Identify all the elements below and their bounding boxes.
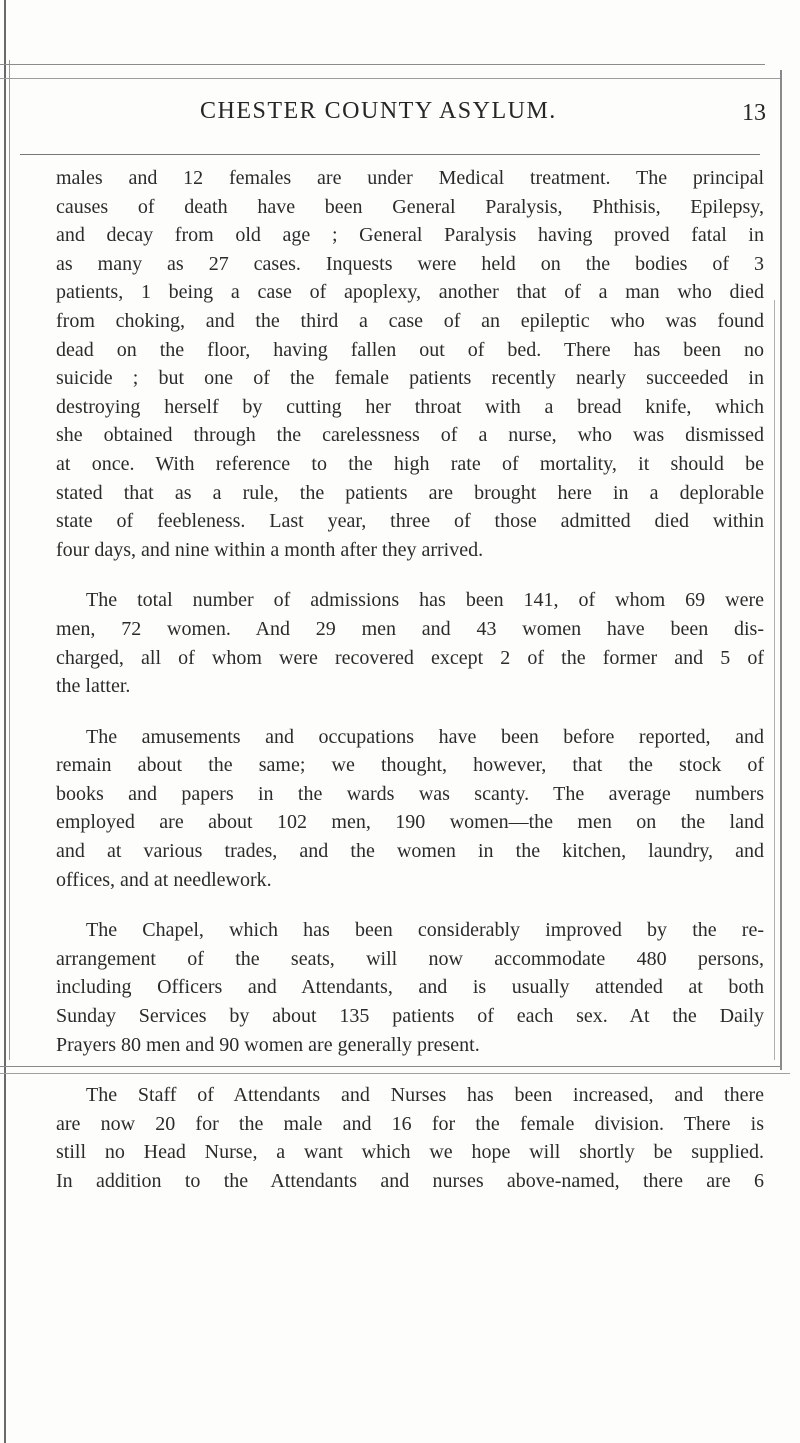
text-line: The total number of admissions has been 141, of whom 69 were	[86, 589, 764, 612]
text-line: patients, 1 being a case of apoplexy, another that of a man who died	[56, 281, 764, 304]
text-line: employed are about 102 men, 190 women—the men on the land	[56, 811, 764, 834]
text-line: from choking, and the third a case of an epileptic who was found	[56, 309, 764, 332]
text-line: still no Head Nurse, a want which we hope will shortly be supplied.	[56, 1141, 764, 1164]
text-line: including Officers and Attendants, and is usually attended at both	[56, 976, 764, 999]
text-line: as many as 27 cases. Inquests were held on the bodies of 3	[56, 252, 764, 275]
header-rule	[20, 154, 760, 155]
text-line: she obtained through the carelessness of a nurse, who was dismissed	[56, 424, 764, 447]
text-line: destroying herself by cutting her throat with a bread knife, which	[56, 395, 764, 418]
page-top-edge-inner	[0, 78, 780, 79]
text-line: offices, and at needlework.	[56, 868, 272, 891]
text-line: four days, and nine within a month after they arrived.	[56, 538, 484, 561]
paragraph-staff	[56, 1081, 764, 1195]
text-line: In addition to the Attendants and nurses above-named, there are 6	[56, 1170, 764, 1192]
text-line: are now 20 for the male and 16 for the female division. There is	[56, 1112, 764, 1135]
text-line: males and 12 females are under Medical treatment. The principal	[56, 167, 764, 189]
paragraph-chapel	[56, 916, 764, 1059]
page-header	[200, 98, 766, 138]
page-bottom-edge-inner	[0, 1073, 790, 1074]
text-line: stated that as a rule, the patients are brought here in a deplorable	[56, 481, 764, 504]
paragraph-mortality	[56, 164, 764, 564]
text-line: men, 72 women. And 29 men and 43 women have been dis-	[56, 617, 764, 640]
text-line: dead on the floor, having fallen out of bed. There has been no	[56, 338, 764, 361]
running-head: CHESTER COUNTY ASYLUM.	[200, 98, 557, 124]
binding-edge-inner	[9, 60, 10, 1060]
text-line: charged, all of whom were recovered except 2 of the former and 5 of	[56, 646, 764, 669]
text-line: Prayers 80 men and 90 women are generally present.	[56, 1033, 480, 1056]
page-top-edge	[0, 64, 765, 65]
page-bottom-edge	[0, 1066, 780, 1067]
text-line: The Staff of Attendants and Nurses has been increased, and there	[86, 1084, 764, 1107]
text-line: and at various trades, and the women in the kitchen, laundry, and	[56, 840, 764, 863]
page-body	[56, 164, 764, 1218]
paragraph-admissions	[56, 586, 764, 700]
page-right-edge-inner	[774, 300, 775, 1060]
text-line: remain about the same; we thought, however, that the stock of	[56, 754, 764, 777]
text-line: Sunday Services by about 135 patients of each sex. At the Daily	[56, 1005, 764, 1028]
page-number: 13	[742, 100, 766, 126]
text-line: causes of death have been General Paralysis, Phthisis, Epilepsy,	[56, 195, 764, 218]
text-line: state of feebleness. Last year, three of those admitted died within	[56, 510, 764, 533]
text-line: at once. With reference to the high rate of mortality, it should be	[56, 452, 764, 475]
text-line: books and papers in the wards was scanty. The average numbers	[56, 782, 764, 805]
page-right-edge	[780, 70, 782, 1070]
binding-edge	[4, 0, 6, 1443]
text-line: The Chapel, which has been considerably improved by the re-	[86, 919, 764, 942]
paragraph-amusements	[56, 723, 764, 895]
text-line: The amusements and occupations have been before reported, and	[86, 725, 764, 748]
text-line: the latter.	[56, 675, 131, 698]
text-line: and decay from old age ; General Paralysis having proved fatal in	[56, 224, 764, 247]
text-line: arrangement of the seats, will now accommodate 480 persons,	[56, 947, 764, 970]
text-line: suicide ; but one of the female patients recently nearly succeeded in	[56, 367, 764, 390]
